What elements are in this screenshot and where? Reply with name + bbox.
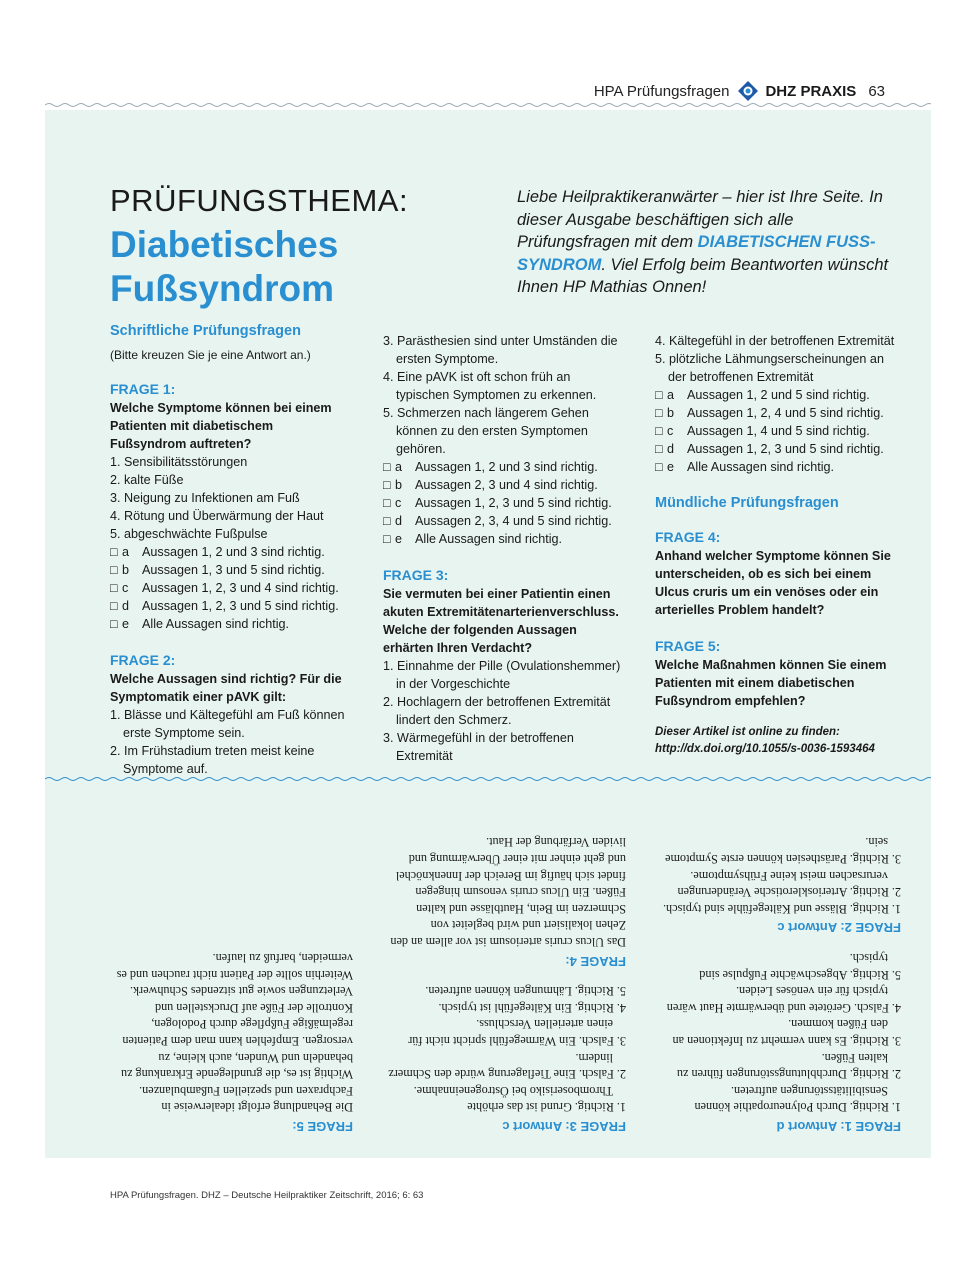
q5-question: Welche Maßnahmen können Sie einem Patienten mit einem diabetischen Fußsyndrom empfehlen? xyxy=(655,658,887,708)
q2-item: 4. Eine pAVK ist oft schon früh an typischen Symptomen zu erkennen. xyxy=(383,370,597,402)
answer-1-heading: FRAGE 1: Antwort d xyxy=(776,1119,901,1134)
q3-question: Sie vermuten bei einer Patientin einen akuten Extremitätenarterienverschluss. Welche der folgenden Aussagen erhärten Ihren Verdacht? xyxy=(383,587,619,655)
q4-question: Anhand welcher Symptome können Sie unterscheiden, ob es sich bei einem Ulcus cruris um ein venöses oder ein arterielles Problem handelt? xyxy=(655,549,891,617)
q3-option-b[interactable]: □ b Aussagen 1, 2, 4 und 5 sind richtig. xyxy=(655,406,884,420)
answer-4-heading: FRAGE 4: xyxy=(565,953,626,969)
q1-option-e[interactable]: □ e Alle Aussagen sind richtig. xyxy=(110,617,290,631)
answer-item: 2. Richtig. Durchblutungsstörungen führen zu kalten Füßen. xyxy=(676,1050,901,1082)
q1-item: 5. abgeschwächte Fußpulse xyxy=(110,527,268,541)
answer-item: 1. Richtig. Grund ist das erhöhte Thromboserisiko bei Östrogeneinnahme. xyxy=(413,1083,626,1115)
answer-item: 2. Richtig. Arteriosklerotische Veränderungen verursachen meist keine Frühsymptome. xyxy=(677,868,901,900)
answer-5-text: Die Behandlung erfolgt idealerweise in Fachpraxen und speziellen Fußambulanzen. Wichtig ist es, die grundlegende Erkrankung zu behandeln und Wunden, auch kleine, zu versorgen. Empfehlen kann man dem Patienten regelmäßige Fußpflege durch Podologen, Kontrolle der Füße auf Druckstellen und Verletzungen sowie gut sitzendes Schuhwerk. Weiterhin sollte der Patient nicht rauchen und es vermeiden, barfuß zu laufen. xyxy=(116,951,353,1115)
doi-link[interactable]: http://dx.doi.org/10.1055/s-0036-1593464 xyxy=(655,743,875,755)
q1-question: Welche Symptome können bei einem Patienten mit diabetischem Fußsyndrom auftreten? xyxy=(110,401,332,451)
column-1 xyxy=(110,322,350,778)
q2-option-b[interactable]: □ b Aussagen 2, 3 und 4 sind richtig. xyxy=(383,478,598,492)
page-number: 63 xyxy=(868,82,885,100)
answers-column-3 xyxy=(113,949,353,1134)
q2-option-c[interactable]: □ c Aussagen 1, 2, 3 und 5 sind richtig. xyxy=(383,496,612,510)
topic-title-line1: Diabetisches xyxy=(110,224,339,265)
q1-option-c[interactable]: □ c Aussagen 1, 2, 3 und 4 sind richtig. xyxy=(110,581,339,595)
intro-part1: Liebe Heilpraktikeranwärter – hier ist Ihre Seite. In dieser Ausgabe beschäftigen sich alle Prüfungsfragen mit dem xyxy=(517,188,883,251)
q5-label: FRAGE 5: xyxy=(655,638,721,654)
q2-item: 2. Im Frühstadium treten meist keine Symptome auf. xyxy=(110,744,315,776)
answer-item: 3. Richtig. Parästhesien können erste Symptome sein. xyxy=(665,835,901,867)
column-3 xyxy=(655,332,895,758)
checkbox-icon[interactable]: □ xyxy=(383,496,391,510)
answer-item: 3. Richtig. Es kann vermehrt zu Infektionen an den Füßen kommen. xyxy=(672,1017,901,1049)
topic-lead: PRÜFUNGSTHEMA: xyxy=(110,183,409,218)
q1-option-d[interactable]: □ d Aussagen 1, 2, 3 und 5 sind richtig. xyxy=(110,599,339,613)
rubric-label: HPA Prüfungsfragen xyxy=(593,82,730,100)
oral-heading: Mündliche Prüfungsfragen xyxy=(655,495,839,511)
checkbox-icon[interactable]: □ xyxy=(110,563,118,577)
answers-column-2 xyxy=(386,834,626,1134)
q3-label: FRAGE 3: xyxy=(383,567,449,583)
q1-item: 3. Neigung zu Infektionen am Fuß xyxy=(110,491,300,505)
checkbox-icon[interactable]: □ xyxy=(655,442,663,456)
q1-item: 1. Sensibilitätsstörungen xyxy=(110,455,248,469)
q1-item: 2. kalte Füße xyxy=(110,473,184,487)
q4-label: FRAGE 4: xyxy=(655,529,721,545)
q3-option-c[interactable]: □ c Aussagen 1, 4 und 5 sind richtig. xyxy=(655,424,870,438)
column-2 xyxy=(383,332,623,765)
intro-part2: . Viel Erfolg beim Beantworten wünscht Ihnen HP Mathias Onnen! xyxy=(517,255,889,296)
q3-item: 5. plötzliche Lähmungserscheinungen an der betroffenen Extremität xyxy=(655,352,884,384)
q2-label: FRAGE 2: xyxy=(110,652,176,668)
checkbox-icon[interactable]: □ xyxy=(383,514,391,528)
online-note xyxy=(655,724,895,758)
q3-option-e[interactable]: □ e Alle Aussagen sind richtig. xyxy=(655,460,835,474)
checkbox-icon[interactable]: □ xyxy=(383,532,391,546)
checkbox-icon[interactable]: □ xyxy=(655,460,663,474)
written-hint: (Bitte kreuzen Sie je eine Antwort an.) xyxy=(110,348,311,362)
checkbox-icon[interactable]: □ xyxy=(383,478,391,492)
answer-item: 4. Richtig. Ein Kältegefühl ist typisch. xyxy=(438,1000,626,1015)
brand-label: DHZ PRAXIS xyxy=(765,82,857,100)
intro-text xyxy=(517,186,897,299)
q2-item: 1. Blässe und Kältegefühl am Fuß können erste Symptome sein. xyxy=(110,708,345,740)
dhz-logo-icon xyxy=(737,80,759,102)
answer-item: 5. Richtig. Lähmungen können auftreten. xyxy=(425,984,626,999)
q2-item: 5. Schmerzen nach längerem Gehen können zu den ersten Symptomen gehören. xyxy=(383,406,589,456)
answer-item: 2. Falsch. Eine Tieflagerung würde den Schmerz lindern. xyxy=(388,1050,626,1082)
checkbox-icon[interactable]: □ xyxy=(383,460,391,474)
q2-item: 3. Parästhesien sind unter Umständen die ersten Symptome. xyxy=(383,334,618,366)
q3-option-a[interactable]: □ a Aussagen 1, 2 und 5 sind richtig. xyxy=(655,388,870,402)
checkbox-icon[interactable]: □ xyxy=(110,599,118,613)
written-heading: Schriftliche Prüfungsfragen xyxy=(110,323,301,339)
answer-item: 1. Richtig. Durch Polyneuropathie können Sensibilitätsstörungen auftreten. xyxy=(694,1083,901,1115)
answers-section xyxy=(45,782,931,1154)
q1-option-a[interactable]: □ a Aussagen 1, 2 und 3 sind richtig. xyxy=(110,545,325,559)
q1-label: FRAGE 1: xyxy=(110,381,176,397)
q3-item: 4. Kältegefühl in der betroffenen Extremität xyxy=(655,334,895,348)
answer-item: 1. Richtig. Blässe und Kältegefühle sind typisch. xyxy=(663,901,901,916)
checkbox-icon[interactable]: □ xyxy=(655,388,663,402)
answers-column-1 xyxy=(661,834,901,1134)
answer-3-heading: FRAGE 3: Antwort c xyxy=(502,1119,626,1134)
checkbox-icon[interactable]: □ xyxy=(655,424,663,438)
q1-item: 4. Rötung und Überwärmung der Haut xyxy=(110,509,324,523)
q1-option-b[interactable]: □ b Aussagen 1, 3 und 5 sind richtig. xyxy=(110,563,325,577)
q3-item: 3. Wärmegefühl in der betroffenen Extremität xyxy=(383,731,574,763)
q2-question: Welche Aussagen sind richtig? Für die Symptomatik einer pAVK gilt: xyxy=(110,672,342,704)
q2-option-e[interactable]: □ e Alle Aussagen sind richtig. xyxy=(383,532,563,546)
answer-item: 4. Falsch. Gerötete und überwärmte Haut wären typisch für ein venöses Leiden. xyxy=(666,984,901,1015)
checkbox-icon[interactable]: □ xyxy=(655,406,663,420)
q2-option-d[interactable]: □ d Aussagen 2, 3, 4 und 5 sind richtig. xyxy=(383,514,612,528)
q3-item: 2. Hochlagern der betroffenen Extremität lindert den Schmerz. xyxy=(383,695,611,727)
answer-item: 3. Falsch. Ein Wärmegefühl spricht nicht für einen arteriellen Verschluss. xyxy=(408,1017,626,1049)
answer-4-text: Das Ulcus cruris arteriosum ist vor allem an den Zehen lokalisiert und wird begleitet von Schmerzen im Bein, Hautblässe und kalten Füßen. Ein Ulcus cruris venosum hingegen findet sich häufig im Bereich der Innenknöchel und geht einher mit einer Überwärmung und lividen Verfärbung der Haut. xyxy=(390,835,626,950)
checkbox-icon[interactable]: □ xyxy=(110,545,118,559)
answer-5-heading: FRAGE 5: xyxy=(292,1119,353,1134)
topic-title xyxy=(110,223,410,311)
online-note-line1: Dieser Artikel ist online zu finden: xyxy=(655,726,840,738)
q3-option-d[interactable]: □ d Aussagen 1, 2, 3 und 5 sind richtig. xyxy=(655,442,884,456)
q2-option-a[interactable]: □ a Aussagen 1, 2 und 3 sind richtig. xyxy=(383,460,598,474)
wavy-divider-top xyxy=(45,102,931,108)
answer-item: 5. Richtig. Abgeschwächte Fußpulse sind typisch. xyxy=(699,951,901,982)
checkbox-icon[interactable]: □ xyxy=(110,617,118,631)
checkbox-icon[interactable]: □ xyxy=(110,581,118,595)
intro-highlight: DIABETISCHEN FUSS-SYNDROM xyxy=(517,233,876,274)
answer-2-heading: FRAGE 2: Antwort c xyxy=(777,920,901,936)
q3-item: 1. Einnahme der Pille (Ovulationshemmer) in der Vorgeschichte xyxy=(383,659,621,691)
footer-citation: HPA Prüfungsfragen. DHZ – Deutsche Heilpraktiker Zeitschrift, 2016; 6: 63 xyxy=(110,1190,424,1201)
page-header xyxy=(594,80,885,102)
topic-title-line2: Fußsyndrom xyxy=(110,268,335,309)
